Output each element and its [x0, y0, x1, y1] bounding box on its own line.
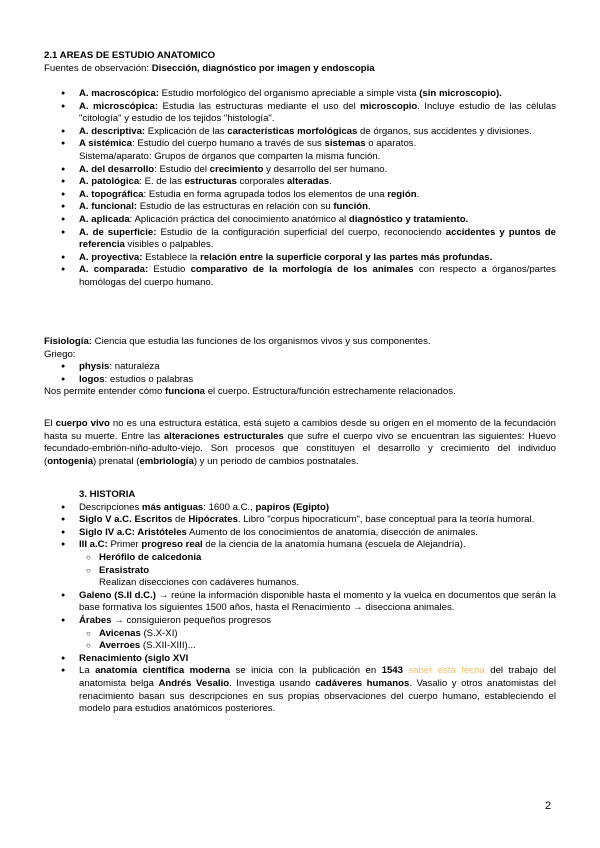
areas-list [44, 88, 556, 290]
list-item: ● La anatomía científica moderna se inicia con la publicación en 1543 saber está fecha del trabajo del anatomista belga Andrés Vesalio. Investiga usando cadáveres humanos. Vasalio y otros anatomistas del renacimiento basan sus descripciones en sus propias observaciones del cuerpo humano, estableciendo el modelo para estudios anatómicos posteriores. [44, 665, 556, 715]
fisiologia-block [44, 336, 556, 399]
list-item: ● Galeno (S.II d.C.) → reúne la información disponible hasta el momento y la vuelca en documentos que serán la base formativa los siguientes 1500 años, hasta el Renacimiento → disecciona animales. [44, 590, 556, 615]
nos-permite-line: Nos permite entender cómo funciona el cuerpo. Estructura/función estrechamente relacionados. [44, 386, 456, 398]
list-item: ● Árabes → consiguieron pequeños progresos [44, 615, 556, 628]
list-item: ● logos: estudios o palabras [44, 374, 556, 387]
sub-list-item: ○ Erasistrato [44, 565, 556, 578]
list-item: ● Siglo IV a.C: Aristóteles Aumento de los conocimientos de anatomía, disección de animales. [44, 527, 556, 540]
page-number: 2 [545, 800, 552, 812]
list-item: ● A. patológica: E. de las estructuras corporales alteradas. [44, 176, 556, 189]
section-2-1 [44, 50, 556, 75]
list-item: ● A. microscópica: Estudia las estructuras mediante el uso del microscopio. Incluye estudio de las células "citología" y estudio de los tejidos "histología". [44, 101, 556, 126]
list-item: ● A. de superficie: Estudio de la configuración superficial del cuerpo, reconociendo accidentes y puntos de referencia visibles o palpables. [44, 227, 556, 252]
section-heading: 2.1 AREAS DE ESTUDIO ANATOMICO [44, 50, 216, 61]
list-item-note: Sistema/aparato: Grupos de órganos que comparten la misma función. [79, 150, 381, 162]
list-item-note: Realizan disecciones con cadáveres humanos. [99, 577, 299, 589]
list-item: ● A. del desarrollo: Estudio del crecimiento y desarrollo del ser humano. [44, 164, 556, 177]
fisiologia-definition: Fisiología: Ciencia que estudia las funciones de los organismos vivos y sus componentes. [44, 336, 431, 347]
griego-list [44, 361, 556, 386]
list-item: ● Siglo V a.C. Escritos de Hipócrates. Libro "corpus hipocraticum", base conceptual para la teoría humoral. [44, 514, 556, 527]
list-item: ● A. proyectiva: Establece la relación entre la superficie corporal y las partes más profundas. [44, 252, 556, 265]
sub-list-item: ○ Herófilo de calcedonia [44, 552, 556, 565]
list-item: ● A. macroscópica: Estudio morfológico del organismo apreciable a simple vista (sin microscopio). [44, 88, 556, 101]
list-item: ● A. funcional: Estudio de las estructuras en relación con su función. [44, 201, 556, 214]
highlight-note: saber está fecha [408, 665, 485, 677]
sub-list-item: ○ Avicenas (S.X-XI) [44, 628, 556, 641]
griego-label: Griego: [44, 348, 76, 360]
list-item: ● A sistémica: Estudio del cuerpo humano a través de sus sistemas o aparatos. Sistema/aparato: Grupos de órganos que comparten la misma función. [44, 138, 556, 163]
historia-block [44, 489, 556, 716]
historia-heading: 3. HISTORIA [79, 489, 136, 500]
list-item: ● Renacimiento (siglo XVI [44, 653, 556, 666]
list-item: ● Descripciones más antiguas: 1600 a.C., papiros (Egipto) [44, 502, 556, 515]
cuerpo-vivo-paragraph: El cuerpo vivo no es una estructura estática, está sujeto a cambios desde su origen en el momento de la fecundación hasta su muerte. Entre las alteraciones estructurales que sufre el cuerpo vivo se encuentran las siguientes: Huevo fecundado-embrión-niño-adulto-viejo. Son procesos que constituyen el desarrollo y crecimiento del individuo (ontogenia) prenatal (embriología) y un periodo de cambios postnatales. [44, 418, 556, 467]
list-item: ● A. descriptiva: Explicación de las características morfológicas de órganos, sus accidentes y divisiones. [44, 126, 556, 139]
list-item: ● III a.C: Primer progreso real de la ciencia de la anatomía humana (escuela de Alejandría). [44, 539, 556, 552]
list-item: ● physis: naturaleza [44, 361, 556, 374]
list-item: ● A. aplicada: Aplicación práctica del conocimiento anatómico al diagnóstico y tratamiento. [44, 214, 556, 227]
sub-list-item: ○ Averroes (S.XII-XIII)... [44, 640, 556, 653]
historia-list [44, 502, 556, 716]
list-item: ● A. topográfica: Estudia en forma agrupada todos los elementos de una región. [44, 189, 556, 202]
list-item: ● A. comparada: Estudio comparativo de la morfología de los animales con respecto a órganos/partes homólogas del cuerpo humano. [44, 264, 556, 289]
fuentes-line: Fuentes de observación: Disección, diagnóstico por imagen y endoscopia [44, 62, 375, 74]
